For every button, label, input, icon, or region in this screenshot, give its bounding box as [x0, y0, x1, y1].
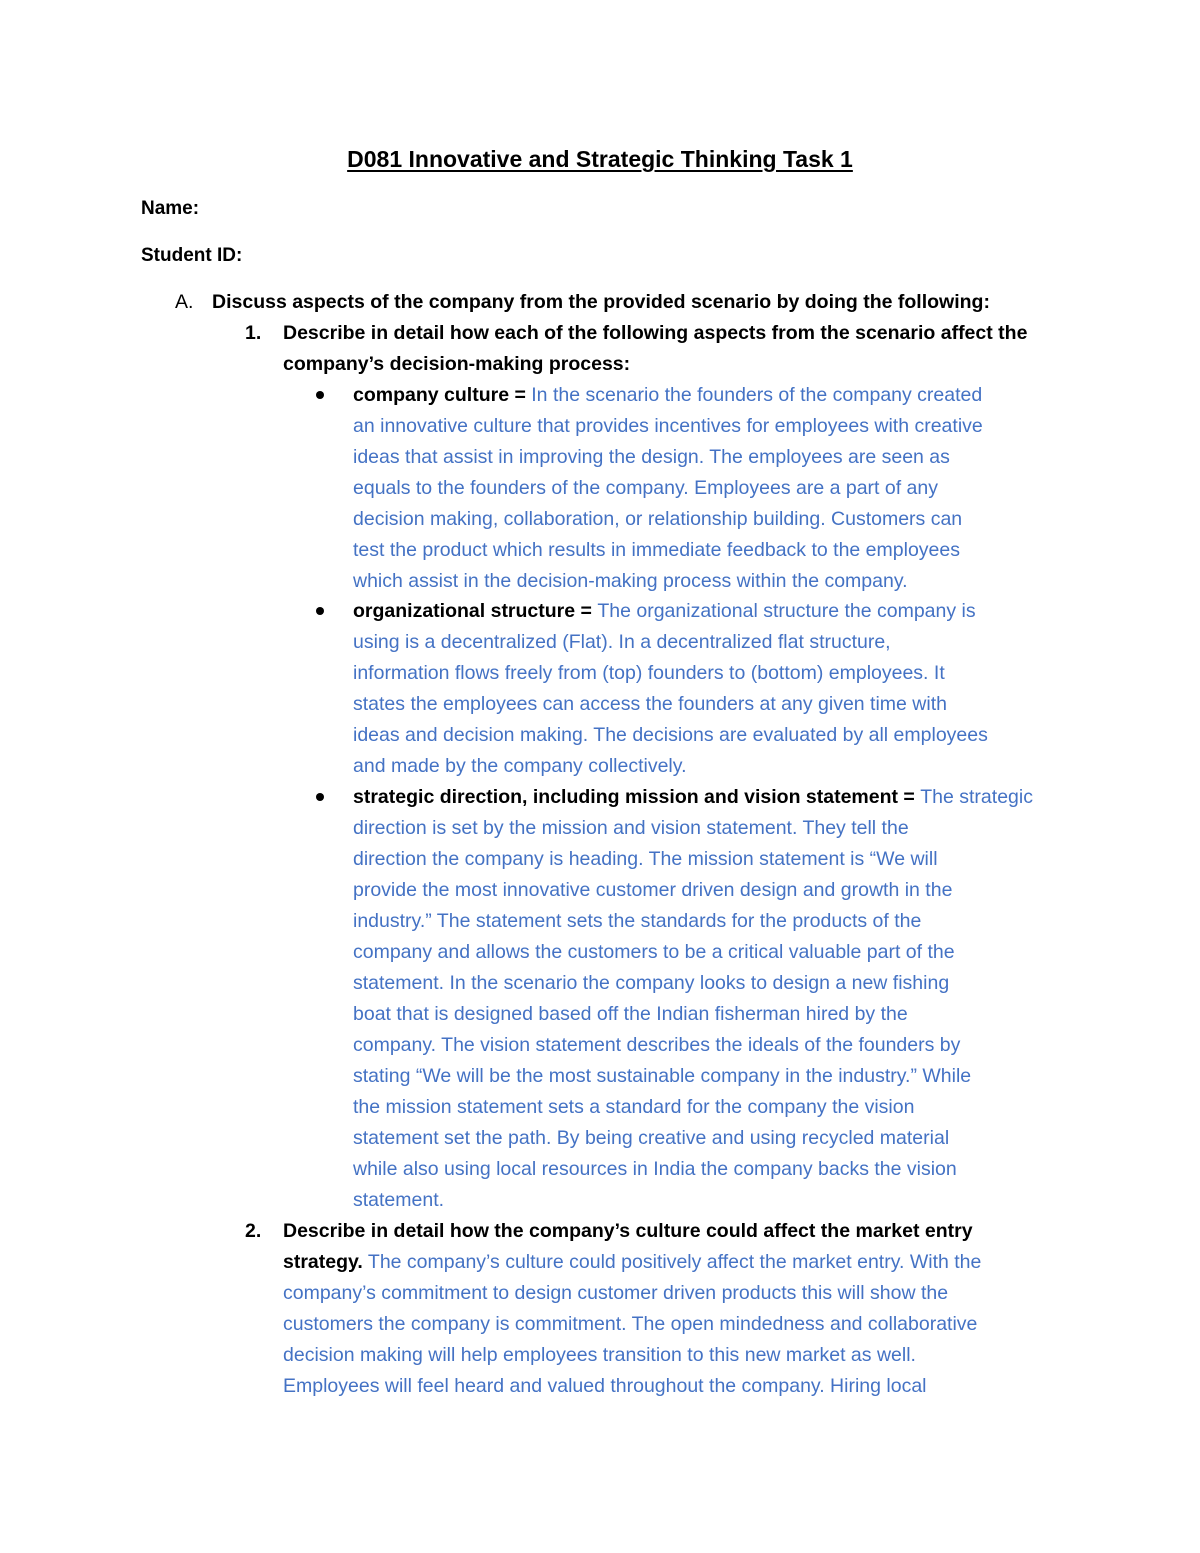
answer-text: The organizational structure the company is: [597, 600, 976, 622]
item-2-prompt-line-2: strategy.: [283, 1251, 363, 1273]
answer-line: test the product which results in immediate feedback to the employees: [353, 539, 960, 561]
answer-line: statement. In the scenario the company looks to design a new fishing: [353, 972, 950, 994]
answer-line: while also using local resources in India the company backs the vision: [353, 1158, 957, 1180]
bullet-icon: [316, 793, 324, 801]
bullet-org-structure-line-1: [353, 599, 976, 623]
item-2-prompt-line-1: Describe in detail how the company’s culture could affect the market entry: [283, 1220, 973, 1242]
answer-text: In the scenario the founders of the company created: [531, 384, 983, 406]
answer-line: company and allows the customers to be a critical valuable part of the: [353, 941, 955, 963]
answer-line: decision making will help employees transition to this new market as well.: [283, 1344, 916, 1366]
answer-line: Employees will feel heard and valued throughout the company. Hiring local: [283, 1375, 927, 1397]
section-a-marker: A.: [175, 291, 194, 313]
bullet-company-culture-line-1: [353, 383, 982, 407]
answer-line: states the employees can access the founders at any given time with: [353, 693, 947, 715]
bullet-icon: [316, 607, 324, 615]
section-a-prompt: Discuss aspects of the company from the provided scenario by doing the following:: [212, 291, 990, 313]
answer-line: provide the most innovative customer driven design and growth in the: [353, 879, 953, 901]
answer-line: and made by the company collectively.: [353, 755, 687, 777]
answer-line: using is a decentralized (Flat). In a decentralized flat structure,: [353, 631, 891, 653]
item-2-marker: 2.: [245, 1220, 262, 1242]
answer-line: an innovative culture that provides incentives for employees with creative: [353, 415, 983, 437]
answer-line: statement.: [353, 1189, 445, 1211]
answer-text: The strategic: [920, 786, 1033, 808]
answer-line: customers the company is commitment. The open mindedness and collaborative: [283, 1313, 978, 1335]
answer-line: company’s commitment to design customer driven products this will show the: [283, 1282, 949, 1304]
bullet-label: organizational structure =: [353, 600, 598, 622]
answer-line: which assist in the decision-making process within the company.: [353, 570, 908, 592]
item-1-marker: 1.: [245, 322, 262, 344]
answer-line: ideas and decision making. The decisions are evaluated by all employees: [353, 724, 988, 746]
answer-line: ideas that assist in improving the design. The employees are seen as: [353, 446, 950, 468]
answer-text: The company’s culture could positively affect the market entry. With the: [362, 1251, 982, 1273]
bullet-icon: [316, 391, 324, 399]
answer-line: direction is set by the mission and vision statement. They tell the: [353, 817, 909, 839]
answer-line: industry.” The statement sets the standards for the products of the: [353, 910, 922, 932]
answer-line: stating “We will be the most sustainable company in the industry.” While: [353, 1065, 972, 1087]
answer-line: decision making, collaboration, or relationship building. Customers can: [353, 508, 963, 530]
answer-line: equals to the founders of the company. Employees are a part of any: [353, 477, 938, 499]
answer-line: boat that is designed based off the Indian fisherman hired by the: [353, 1003, 908, 1025]
answer-line: information flows freely from (top) founders to (bottom) employees. It: [353, 662, 945, 684]
bullet-label: company culture =: [353, 384, 532, 406]
item-2-line-2: [283, 1250, 981, 1274]
bullet-strategic-direction-line-1: [353, 785, 1033, 809]
answer-line: direction the company is heading. The mission statement is “We will: [353, 848, 938, 870]
answer-line: the mission statement sets a standard for the company the vision: [353, 1096, 915, 1118]
document-title: D081 Innovative and Strategic Thinking Task 1: [347, 146, 853, 172]
answer-line: statement set the path. By being creative and using recycled material: [353, 1127, 950, 1149]
answer-line: company. The vision statement describes the ideals of the founders by: [353, 1034, 961, 1056]
item-1-prompt-line-1: Describe in detail how each of the following aspects from the scenario affect the: [283, 322, 1028, 344]
item-1-prompt-line-2: company’s decision-making process:: [283, 353, 631, 375]
name-label: Name:: [141, 198, 200, 219]
bullet-label: strategic direction, including mission and vision statement =: [353, 786, 921, 808]
student-id-label: Student ID:: [141, 245, 243, 266]
